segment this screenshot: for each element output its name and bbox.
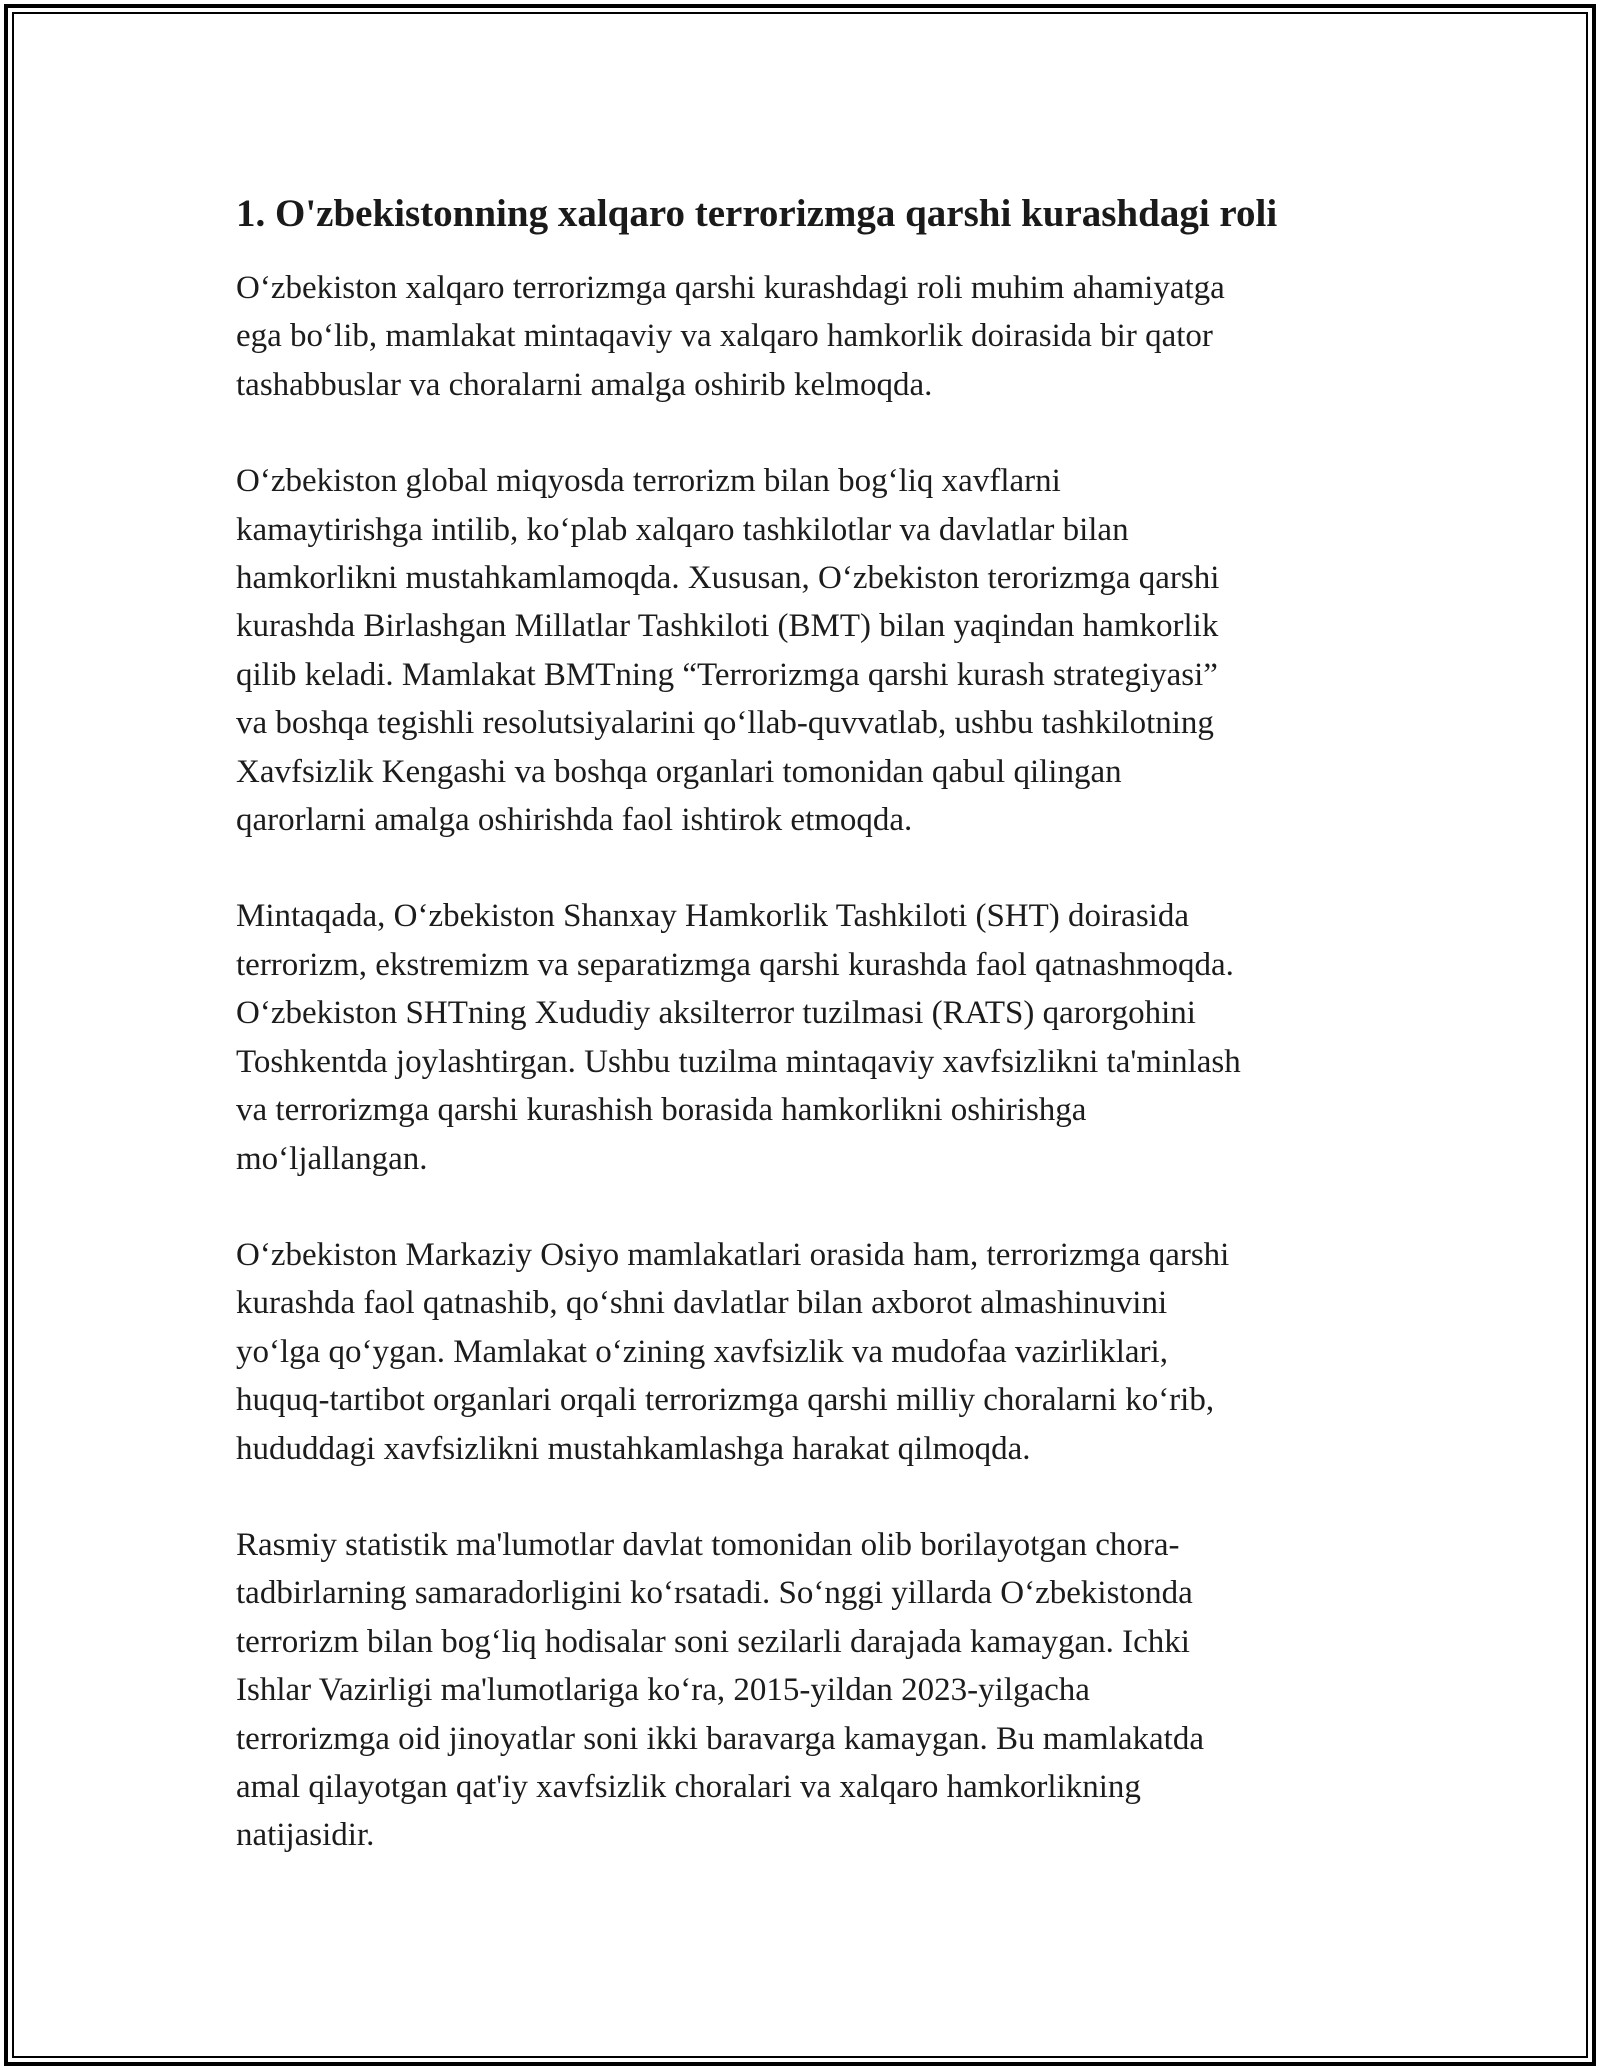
paragraph-sco-rats: Mintaqada, O‘zbekiston Shanxay Hamkorlik Tashkiloti (SHT) doirasida terrorizm, ekstremizm va separatizmga qarshi kurashda faol qatnashmoqda. O‘zbekiston SHTning Xududiy aksilterror tuzilmasi (RATS) qarorgohini Toshkentda joylashtirgan. Ushbu tuzilma mintaqaviy xavfsizlikni ta'minlash va terrorizmga qarshi kurashish borasida hamkorlikni oshirishga mo‘ljallangan.: [236, 898, 1241, 1177]
paragraph-global-cooperation: O‘zbekiston global miqyosda terrorizm bilan bog‘liq xavflarni kamaytirishga intilib, ko‘plab xalqaro tashkilotlar va davlatlar bilan hamkorlikni mustahkamlamoqda. Xususan, O‘zbekiston terorizmga qarshi kurashda Birlashgan Millatlar Tashkiloti (BMT) bilan yaqindan hamkorlik qilib keladi. Mamlakat BMTning “Terrorizmga qarshi kurash strategiyasi” va boshqa tegishli resolutsiyalarini qo‘llab-quvvatlab, ushbu tashkilotning Xavfsizlik Kengashi va boshqa organlari tomonidan qabul qilingan qarorlarni amalga oshirishda faol ishtirok etmoqda.: [236, 463, 1220, 839]
section-title: 1. O'zbekistonning xalqaro terrorizmga qarshi kurashdagi roli: [236, 192, 1278, 235]
paragraph-intro: O‘zbekiston xalqaro terrorizmga qarshi kurashdagi roli muhim ahamiyatga ega bo‘lib, mamlakat mintaqaviy va xalqaro hamkorlik doirasida bir qator tashabbuslar va choralarni amalga oshirib kelmoqda.: [236, 270, 1225, 403]
paragraph-statistics: Rasmiy statistik ma'lumotlar davlat tomonidan olib borilayotgan chora- tadbirlarning samaradorligini ko‘rsatadi. So‘nggi yillarda O‘zbekistonda terrorizm bilan bog‘liq hodisalar soni sezilarli darajada kamaygan. Ichki Ishlar Vazirligi ma'lumotlariga ko‘ra, 2015-yildan 2023-yilgacha terrorizmga oid jinoyatlar soni ikki baravarga kamaygan. Bu mamlakatda amal qilayotgan qat'iy xavfsizlik choralari va xalqaro hamkorlikning natijasidir.: [236, 1526, 1204, 1854]
paragraph-central-asia: O‘zbekiston Markaziy Osiyo mamlakatlari orasida ham, terrorizmga qarshi kurashda faol qatnashib, qo‘shni davlatlar bilan axborot almashinuvini yo‘lga qo‘ygan. Mamlakat o‘zining xavfsizlik va mudofaa vazirliklari, huquq-tartibot organlari orqali terrorizmga qarshi milliy choralarni ko‘rib, hududdagi xavfsizlikni mustahkamlashga harakat qilmoqda.: [236, 1236, 1230, 1467]
document-body: [236, 186, 1366, 1860]
